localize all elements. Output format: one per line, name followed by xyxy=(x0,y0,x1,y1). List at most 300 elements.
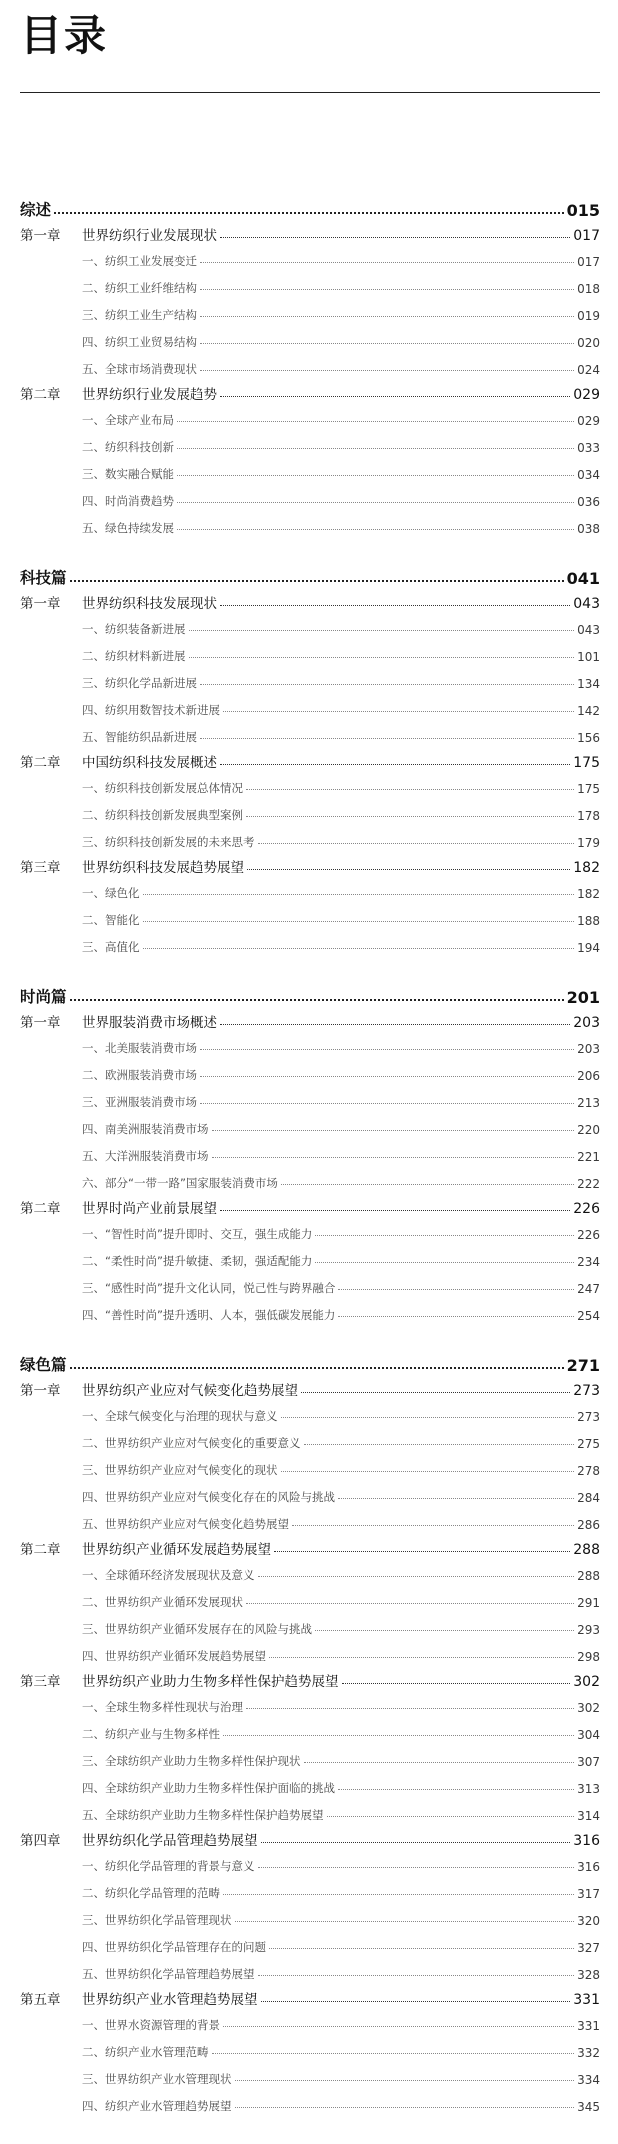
leader-dots xyxy=(212,2052,575,2054)
section-entry[interactable] xyxy=(20,983,600,1007)
toc-section xyxy=(20,196,600,538)
chapter-title: 世界纺织行业发展趋势 xyxy=(82,387,217,403)
item-page-number: 313 xyxy=(577,1782,600,1796)
chapter-title: 世界纺织化学品管理趋势展望 xyxy=(82,1833,258,1849)
item-page-number: 288 xyxy=(577,1569,600,1583)
item-page-number: 254 xyxy=(577,1309,600,1323)
toc-item[interactable] xyxy=(20,403,600,430)
toc-item[interactable] xyxy=(20,666,600,693)
chapter-page-number: 175 xyxy=(573,755,600,771)
item-page-number: 284 xyxy=(577,1491,600,1505)
leader-dots xyxy=(235,2106,575,2108)
item-page-number: 019 xyxy=(577,309,600,323)
toc-item[interactable] xyxy=(20,771,600,798)
toc-item[interactable] xyxy=(20,1298,600,1325)
item-page-number: 222 xyxy=(577,1177,600,1191)
leader-dots xyxy=(304,1761,575,1763)
toc-item[interactable] xyxy=(20,639,600,666)
item-title: 五、绿色持续发展 xyxy=(82,520,174,538)
leader-dots xyxy=(177,501,574,503)
leader-dots xyxy=(220,604,570,606)
chapter-label xyxy=(20,1379,298,1399)
toc-item[interactable] xyxy=(20,1957,600,1984)
item-page-number: 221 xyxy=(577,1150,600,1164)
item-title: 二、世界纺织产业循环发展现状 xyxy=(82,1594,243,1612)
chapter-entry[interactable] xyxy=(20,1984,600,2008)
chapter-page-number: 043 xyxy=(573,596,600,612)
item-title: 二、智能化 xyxy=(82,912,140,930)
leader-dots xyxy=(281,1470,575,1472)
toc-item[interactable] xyxy=(20,693,600,720)
chapter-page-number: 017 xyxy=(573,228,600,244)
leader-dots xyxy=(247,868,570,870)
item-page-number: 247 xyxy=(577,1282,600,1296)
leader-dots xyxy=(200,1102,574,1104)
toc-item[interactable] xyxy=(20,457,600,484)
item-title: 二、纺织化学品管理的范畴 xyxy=(82,1885,220,1903)
toc-item[interactable] xyxy=(20,1849,600,1876)
toc-item[interactable] xyxy=(20,484,600,511)
leader-dots xyxy=(200,288,574,290)
item-title: 四、“善性时尚”提升透明、人本，强低碳发展能力 xyxy=(82,1307,335,1325)
toc-item[interactable] xyxy=(20,720,600,747)
item-page-number: 314 xyxy=(577,1809,600,1823)
item-title: 五、世界纺织产业应对气候变化趋势展望 xyxy=(82,1516,289,1534)
toc-item[interactable] xyxy=(20,1031,600,1058)
section-page-number: 015 xyxy=(566,201,600,220)
leader-dots xyxy=(189,656,575,658)
item-title: 一、全球生物多样性现状与治理 xyxy=(82,1699,243,1717)
item-title: 四、时尚消费趋势 xyxy=(82,493,174,511)
item-title: 一、北美服装消费市场 xyxy=(82,1040,197,1058)
item-page-number: 327 xyxy=(577,1941,600,1955)
item-page-number: 034 xyxy=(577,468,600,482)
chapter-page-number: 331 xyxy=(573,1992,600,2008)
chapter-entry[interactable] xyxy=(20,1007,600,1031)
chapter-entry[interactable] xyxy=(20,1666,600,1690)
item-title: 四、纺织用数智技术新进展 xyxy=(82,702,220,720)
leader-dots xyxy=(70,579,564,582)
item-title: 二、纺织材料新进展 xyxy=(82,648,186,666)
chapter-entry[interactable] xyxy=(20,1193,600,1217)
toc-item[interactable] xyxy=(20,1744,600,1771)
chapter-page-number: 203 xyxy=(573,1015,600,1031)
leader-dots xyxy=(301,1391,570,1393)
leader-dots xyxy=(200,1075,574,1077)
title-divider xyxy=(20,92,600,93)
toc-section xyxy=(20,983,600,1325)
leader-dots xyxy=(177,474,574,476)
item-title: 五、智能纺织品新进展 xyxy=(82,729,197,747)
item-title: 三、世界纺织产业应对气候变化的现状 xyxy=(82,1462,278,1480)
leader-dots xyxy=(258,1575,575,1577)
item-title: 三、全球纺织产业助力生物多样性保护现状 xyxy=(82,1753,301,1771)
item-page-number: 178 xyxy=(577,809,600,823)
chapter-label xyxy=(20,592,217,612)
section-entry[interactable] xyxy=(20,564,600,588)
page-title: 目录 xyxy=(20,11,109,60)
leader-dots xyxy=(338,1315,574,1317)
item-title: 三、纺织工业生产结构 xyxy=(82,307,197,325)
toc-item[interactable] xyxy=(20,1717,600,1744)
item-title: 一、全球产业布局 xyxy=(82,412,174,430)
item-page-number: 302 xyxy=(577,1701,600,1715)
section-title: 时尚篇 xyxy=(20,985,67,1007)
toc-item[interactable] xyxy=(20,1639,600,1666)
toc-item[interactable] xyxy=(20,1244,600,1271)
leader-dots xyxy=(220,763,570,765)
toc-item[interactable] xyxy=(20,1798,600,1825)
leader-dots xyxy=(327,1815,575,1817)
leader-dots xyxy=(143,893,575,895)
item-page-number: 203 xyxy=(577,1042,600,1056)
chapter-entry[interactable] xyxy=(20,747,600,771)
toc-item[interactable] xyxy=(20,1085,600,1112)
toc-item[interactable] xyxy=(20,1426,600,1453)
toc-item[interactable] xyxy=(20,2062,600,2089)
chapter-number: 第二章 xyxy=(20,755,61,771)
leader-dots xyxy=(258,1866,575,1868)
chapter-label xyxy=(20,1011,217,1031)
leader-dots xyxy=(200,315,574,317)
leader-dots xyxy=(315,1234,574,1236)
leader-dots xyxy=(338,1497,574,1499)
item-title: 四、纺织工业贸易结构 xyxy=(82,334,197,352)
toc-item[interactable] xyxy=(20,430,600,457)
item-title: 二、纺织工业纤维结构 xyxy=(82,280,197,298)
section-entry[interactable] xyxy=(20,196,600,220)
leader-dots xyxy=(315,1261,574,1263)
item-title: 一、纺织工业发展变迁 xyxy=(82,253,197,271)
item-page-number: 345 xyxy=(577,2100,600,2114)
toc-item[interactable] xyxy=(20,244,600,271)
item-title: 二、纺织产业水管理范畴 xyxy=(82,2044,209,2062)
toc-item[interactable] xyxy=(20,2089,600,2116)
toc-item[interactable] xyxy=(20,1558,600,1585)
leader-dots xyxy=(261,2000,571,2002)
section-title: 绿色篇 xyxy=(20,1353,67,1375)
toc-item[interactable] xyxy=(20,1480,600,1507)
chapter-entry[interactable] xyxy=(20,1375,600,1399)
chapter-number: 第一章 xyxy=(20,1383,61,1399)
leader-dots xyxy=(200,1048,574,1050)
item-title: 四、全球纺织产业助力生物多样性保护面临的挑战 xyxy=(82,1780,335,1798)
toc-item[interactable] xyxy=(20,1876,600,1903)
leader-dots xyxy=(177,447,574,449)
leader-dots xyxy=(269,1656,574,1658)
toc-item[interactable] xyxy=(20,352,600,379)
chapter-number: 第一章 xyxy=(20,1015,61,1031)
chapter-title: 世界纺织产业水管理趋势展望 xyxy=(82,1992,258,2008)
item-title: 五、全球市场消费现状 xyxy=(82,361,197,379)
section-page-number: 201 xyxy=(566,988,600,1007)
item-title: 一、世界水资源管理的背景 xyxy=(82,2017,220,2035)
leader-dots xyxy=(246,788,574,790)
item-page-number: 307 xyxy=(577,1755,600,1769)
item-title: 二、纺织产业与生物多样性 xyxy=(82,1726,220,1744)
leader-dots xyxy=(223,2025,574,2027)
toc-item[interactable] xyxy=(20,612,600,639)
leader-dots xyxy=(342,1682,571,1684)
leader-dots xyxy=(315,1629,574,1631)
toc-item[interactable] xyxy=(20,1139,600,1166)
item-page-number: 194 xyxy=(577,941,600,955)
leader-dots xyxy=(220,1209,570,1211)
item-title: 二、欧洲服装消费市场 xyxy=(82,1067,197,1085)
item-page-number: 293 xyxy=(577,1623,600,1637)
item-title: 四、南美洲服装消费市场 xyxy=(82,1121,209,1139)
item-page-number: 101 xyxy=(577,650,600,664)
section-title: 综述 xyxy=(20,198,51,220)
chapter-label xyxy=(20,751,217,771)
toc-item[interactable] xyxy=(20,1399,600,1426)
leader-dots xyxy=(274,1550,570,1552)
item-title: 三、世界纺织产业循环发展存在的风险与挑战 xyxy=(82,1621,312,1639)
item-title: 二、纺织科技创新发展典型案例 xyxy=(82,807,243,825)
toc-item[interactable] xyxy=(20,1612,600,1639)
chapter-label xyxy=(20,1538,271,1558)
item-page-number: 033 xyxy=(577,441,600,455)
leader-dots xyxy=(54,211,564,214)
leader-dots xyxy=(223,710,574,712)
item-page-number: 304 xyxy=(577,1728,600,1742)
chapter-page-number: 302 xyxy=(573,1674,600,1690)
leader-dots xyxy=(189,629,575,631)
leader-dots xyxy=(223,1893,574,1895)
chapter-page-number: 029 xyxy=(573,387,600,403)
chapter-number: 第三章 xyxy=(20,860,61,876)
chapter-title: 中国纺织科技发展概述 xyxy=(82,755,217,771)
table-of-contents xyxy=(20,196,600,2116)
item-page-number: 320 xyxy=(577,1914,600,1928)
toc-item[interactable] xyxy=(20,1903,600,1930)
chapter-page-number: 182 xyxy=(573,860,600,876)
chapter-title: 世界纺织科技发展趋势展望 xyxy=(82,860,244,876)
item-title: 三、“感性时尚”提升文化认同，悦己性与跨界融合 xyxy=(82,1280,335,1298)
leader-dots xyxy=(177,420,574,422)
item-page-number: 142 xyxy=(577,704,600,718)
item-title: 三、高值化 xyxy=(82,939,140,957)
toc-item[interactable] xyxy=(20,903,600,930)
item-title: 一、绿色化 xyxy=(82,885,140,903)
toc-item[interactable] xyxy=(20,2035,600,2062)
chapter-number: 第二章 xyxy=(20,1201,61,1217)
chapter-number: 第一章 xyxy=(20,228,61,244)
toc-item[interactable] xyxy=(20,798,600,825)
item-title: 四、纺织产业水管理趋势展望 xyxy=(82,2098,232,2116)
item-title: 三、世界纺织化学品管理现状 xyxy=(82,1912,232,1930)
item-page-number: 275 xyxy=(577,1437,600,1451)
chapter-label xyxy=(20,856,244,876)
item-title: 一、全球循环经济发展现状及意义 xyxy=(82,1567,255,1585)
chapter-label xyxy=(20,1829,258,1849)
leader-dots xyxy=(212,1129,575,1131)
toc-item[interactable] xyxy=(20,271,600,298)
chapter-page-number: 226 xyxy=(573,1201,600,1217)
chapter-entry[interactable] xyxy=(20,220,600,244)
item-page-number: 043 xyxy=(577,623,600,637)
item-page-number: 213 xyxy=(577,1096,600,1110)
section-title: 科技篇 xyxy=(20,566,67,588)
item-title: 一、纺织化学品管理的背景与意义 xyxy=(82,1858,255,1876)
item-page-number: 206 xyxy=(577,1069,600,1083)
section-entry[interactable] xyxy=(20,1351,600,1375)
chapter-number: 第二章 xyxy=(20,387,61,403)
item-title: 一、全球气候变化与治理的现状与意义 xyxy=(82,1408,278,1426)
item-title: 三、世界纺织产业水管理现状 xyxy=(82,2071,232,2089)
item-page-number: 220 xyxy=(577,1123,600,1137)
item-title: 二、世界纺织产业应对气候变化的重要意义 xyxy=(82,1435,301,1453)
chapter-label xyxy=(20,383,217,403)
chapter-title: 世界纺织产业应对气候变化趋势展望 xyxy=(82,1383,298,1399)
item-page-number: 317 xyxy=(577,1887,600,1901)
leader-dots xyxy=(292,1524,574,1526)
toc-item[interactable] xyxy=(20,1271,600,1298)
item-title: 三、纺织科技创新发展的未来思考 xyxy=(82,834,255,852)
toc-item[interactable] xyxy=(20,1058,600,1085)
item-title: 五、大洋洲服装消费市场 xyxy=(82,1148,209,1166)
leader-dots xyxy=(235,1920,575,1922)
item-page-number: 038 xyxy=(577,522,600,536)
toc-item[interactable] xyxy=(20,1217,600,1244)
chapter-label xyxy=(20,1988,258,2008)
toc-item[interactable] xyxy=(20,1507,600,1534)
toc-item[interactable] xyxy=(20,876,600,903)
toc-item[interactable] xyxy=(20,511,600,538)
toc-item[interactable] xyxy=(20,325,600,352)
leader-dots xyxy=(261,1841,571,1843)
leader-dots xyxy=(220,395,570,397)
item-title: 二、“柔性时尚”提升敏捷、柔韧，强适配能力 xyxy=(82,1253,312,1271)
leader-dots xyxy=(269,1947,574,1949)
item-page-number: 134 xyxy=(577,677,600,691)
leader-dots xyxy=(281,1416,575,1418)
leader-dots xyxy=(223,1734,574,1736)
toc-item[interactable] xyxy=(20,2008,600,2035)
item-page-number: 334 xyxy=(577,2073,600,2087)
item-page-number: 175 xyxy=(577,782,600,796)
leader-dots xyxy=(258,842,575,844)
item-title: 三、亚洲服装消费市场 xyxy=(82,1094,197,1112)
leader-dots xyxy=(338,1288,574,1290)
leader-dots xyxy=(200,342,574,344)
chapter-number: 第一章 xyxy=(20,596,61,612)
leader-dots xyxy=(246,1602,574,1604)
toc-item[interactable] xyxy=(20,1112,600,1139)
item-page-number: 179 xyxy=(577,836,600,850)
item-page-number: 020 xyxy=(577,336,600,350)
leader-dots xyxy=(220,1023,570,1025)
section-page-number: 271 xyxy=(566,1356,600,1375)
item-title: 三、数实融合赋能 xyxy=(82,466,174,484)
item-page-number: 017 xyxy=(577,255,600,269)
leader-dots xyxy=(220,236,570,238)
toc-item[interactable] xyxy=(20,298,600,325)
toc-item[interactable] xyxy=(20,930,600,957)
item-title: 一、纺织装备新进展 xyxy=(82,621,186,639)
item-page-number: 328 xyxy=(577,1968,600,1982)
item-title: 五、全球纺织产业助力生物多样性保护趋势展望 xyxy=(82,1807,324,1825)
toc-item[interactable] xyxy=(20,1166,600,1193)
item-page-number: 024 xyxy=(577,363,600,377)
chapter-label xyxy=(20,1670,339,1690)
chapter-label xyxy=(20,224,217,244)
item-title: 一、“智性时尚”提升即时、交互，强生成能力 xyxy=(82,1226,312,1244)
chapter-entry[interactable] xyxy=(20,1534,600,1558)
chapter-number: 第三章 xyxy=(20,1674,61,1690)
leader-dots xyxy=(304,1443,575,1445)
chapter-entry[interactable] xyxy=(20,852,600,876)
item-title: 四、世界纺织化学品管理存在的问题 xyxy=(82,1939,266,1957)
item-page-number: 298 xyxy=(577,1650,600,1664)
leader-dots xyxy=(281,1183,574,1185)
leader-dots xyxy=(70,1366,564,1369)
leader-dots xyxy=(235,2079,575,2081)
leader-dots xyxy=(200,737,574,739)
item-page-number: 316 xyxy=(577,1860,600,1874)
item-title: 五、世界纺织化学品管理趋势展望 xyxy=(82,1966,255,1984)
chapter-number: 第二章 xyxy=(20,1542,61,1558)
chapter-entry[interactable] xyxy=(20,588,600,612)
toc-section xyxy=(20,1351,600,2116)
toc-item[interactable] xyxy=(20,825,600,852)
item-page-number: 188 xyxy=(577,914,600,928)
leader-dots xyxy=(200,369,574,371)
leader-dots xyxy=(246,1707,574,1709)
toc-section xyxy=(20,564,600,957)
item-page-number: 286 xyxy=(577,1518,600,1532)
toc-item[interactable] xyxy=(20,1690,600,1717)
chapter-title: 世界时尚产业前景展望 xyxy=(82,1201,217,1217)
leader-dots xyxy=(258,1974,575,1976)
chapter-entry[interactable] xyxy=(20,1825,600,1849)
item-page-number: 156 xyxy=(577,731,600,745)
chapter-number: 第四章 xyxy=(20,1833,61,1849)
toc-item[interactable] xyxy=(20,1930,600,1957)
toc-item[interactable] xyxy=(20,1453,600,1480)
leader-dots xyxy=(338,1788,574,1790)
item-page-number: 018 xyxy=(577,282,600,296)
item-page-number: 278 xyxy=(577,1464,600,1478)
item-page-number: 234 xyxy=(577,1255,600,1269)
leader-dots xyxy=(177,528,574,530)
item-page-number: 331 xyxy=(577,2019,600,2033)
toc-item[interactable] xyxy=(20,1771,600,1798)
chapter-page-number: 273 xyxy=(573,1383,600,1399)
chapter-title: 世界服装消费市场概述 xyxy=(82,1015,217,1031)
chapter-title: 世界纺织科技发展现状 xyxy=(82,596,217,612)
item-page-number: 029 xyxy=(577,414,600,428)
item-title: 二、纺织科技创新 xyxy=(82,439,174,457)
item-title: 一、纺织科技创新发展总体情况 xyxy=(82,780,243,798)
toc-item[interactable] xyxy=(20,1585,600,1612)
section-page-number: 041 xyxy=(566,569,600,588)
chapter-title: 世界纺织产业助力生物多样性保护趋势展望 xyxy=(82,1674,339,1690)
chapter-number: 第五章 xyxy=(20,1992,61,2008)
chapter-title: 世界纺织行业发展现状 xyxy=(82,228,217,244)
chapter-page-number: 316 xyxy=(573,1833,600,1849)
leader-dots xyxy=(143,920,575,922)
item-title: 四、世界纺织产业应对气候变化存在的风险与挑战 xyxy=(82,1489,335,1507)
chapter-page-number: 288 xyxy=(573,1542,600,1558)
item-page-number: 291 xyxy=(577,1596,600,1610)
leader-dots xyxy=(200,261,574,263)
leader-dots xyxy=(246,815,574,817)
item-page-number: 332 xyxy=(577,2046,600,2060)
chapter-entry[interactable] xyxy=(20,379,600,403)
leader-dots xyxy=(70,998,564,1001)
chapter-title: 世界纺织产业循环发展趋势展望 xyxy=(82,1542,271,1558)
